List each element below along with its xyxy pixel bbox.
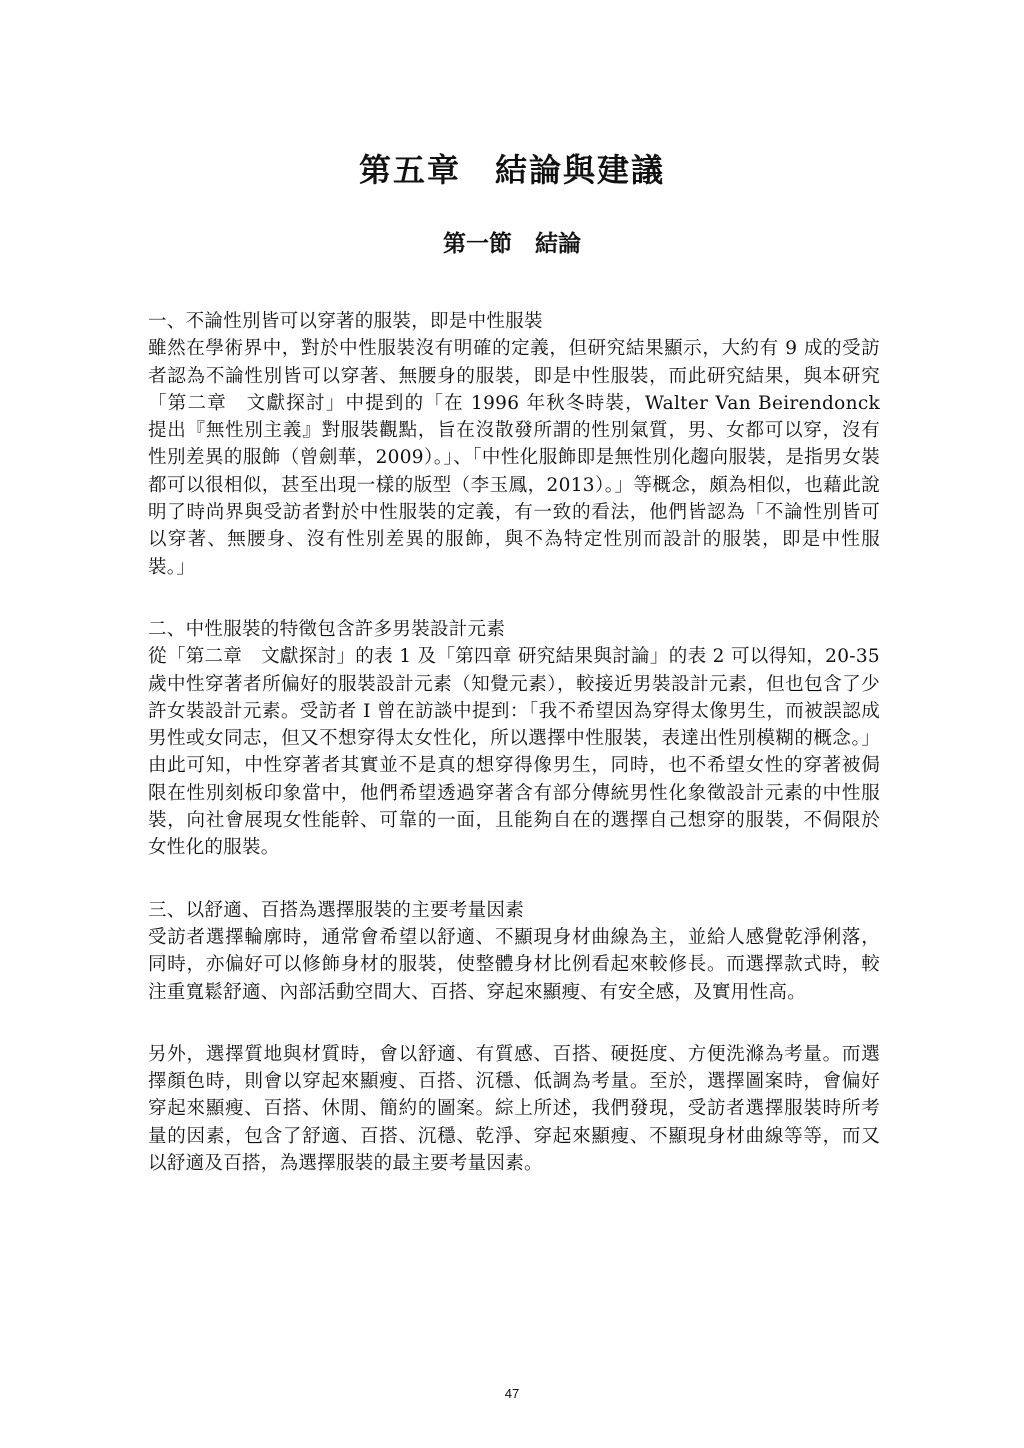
conclusion-paragraph-3: 受訪者選擇輪廓時，通常會希望以舒適、不顯現身材曲線為主，並給人感覺乾淨俐落，同時，亦偏好可以修飾身材的服裝，使整體身材比例看起來較修長。而選擇款式時，較注重寬鬆舒適、內部活動空間大、百搭、穿起來顯瘦、有安全感，及實用性高。 <box>148 926 880 1003</box>
conclusion-paragraph-2: 從「第二章 文獻探討」的表 1 及「第四章 研究結果與討論」的表 2 可以得知，20-35 歲中性穿著者所偏好的服裝設計元素（知覺元素），較接近男裝設計元素，但也包含了少許女裝設計元素。受訪者 I 曾在訪談中提到：「我不希望因為穿得太像男生，而被誤認成男性或女同志，但又不想穿得太女性化，所以選擇中性服裝，表達出性別模糊的概念。」由此可知，中性穿著者其實並不是真的想穿得像男生，同時，也不希望女性的穿著被侷限在性別刻板印象當中，他們希望透過穿著含有部分傳統男性化象徵設計元素的中性服裝，向社會展現女性能幹、可靠的一面，且能夠自在的選擇自己想穿的服裝，不侷限於女性化的服裝。 <box>148 646 880 859</box>
conclusion-block-1 <box>148 308 880 581</box>
section-title: 第一節 結論 <box>443 230 581 257</box>
page-number: 47 <box>504 1386 520 1401</box>
conclusion-paragraph-4: 另外，選擇質地與材質時，會以舒適、有質感、百搭、硬挺度、方便洗滌為考量。而選擇顏色時，則會以穿起來顯瘦、百搭、沉穩、低調為考量。至於，選擇圖案時，會偏好穿起來顯瘦、百搭、休閒、簡約的圖案。綜上所述，我們發現，受訪者選擇服裝時所考量的因素，包含了舒適、百搭、沉穩、乾淨、穿起來顯瘦、不顯現身材曲線等等，而又以舒適及百搭，為選擇服裝的最主要考量因素。 <box>148 1043 880 1175</box>
conclusion-block-3 <box>148 897 880 1006</box>
conclusion-paragraph-1: 雖然在學術界中，對於中性服裝沒有明確的定義，但研究結果顯示，大約有 9 成的受訪者認為不論性別皆可以穿著、無腰身的服裝，即是中性服裝，而此研究結果，與本研究「第二章 文獻探討」中提到的「在 1996 年秋冬時裝，Walter Van Beirendonck 提出『無性別主義』對服裝觀點，旨在沒散發所謂的性別氣質，男、女都可以穿，沒有性別差異的服飾（曾劍華，2009）。」、「中性化服飾即是無性別化趨向服裝，是指男女裝都可以很相似，甚至出現一樣的版型（李玉鳳，2013）。」等概念，頗為相似，也藉此說明了時尚界與受訪者對於中性服裝的定義，有一致的看法，他們皆認為「不論性別皆可以穿著、無腰身、沒有性別差異的服飾，與不為特定性別而設計的服裝，即是中性服裝。」 <box>148 338 880 578</box>
conclusion-heading-3: 三、以舒適、百搭為選擇服裝的主要考量因素 <box>148 899 525 921</box>
body-text <box>148 308 880 1212</box>
chapter-title: 第五章 結論與建議 <box>358 151 665 189</box>
conclusion-block-2 <box>148 616 880 862</box>
conclusion-block-4 <box>148 1041 880 1177</box>
conclusion-heading-1: 一、不論性別皆可以穿著的服裝，即是中性服裝 <box>148 311 543 332</box>
conclusion-heading-2: 二、中性服裝的特徵包含許多男裝設計元素 <box>148 618 506 640</box>
